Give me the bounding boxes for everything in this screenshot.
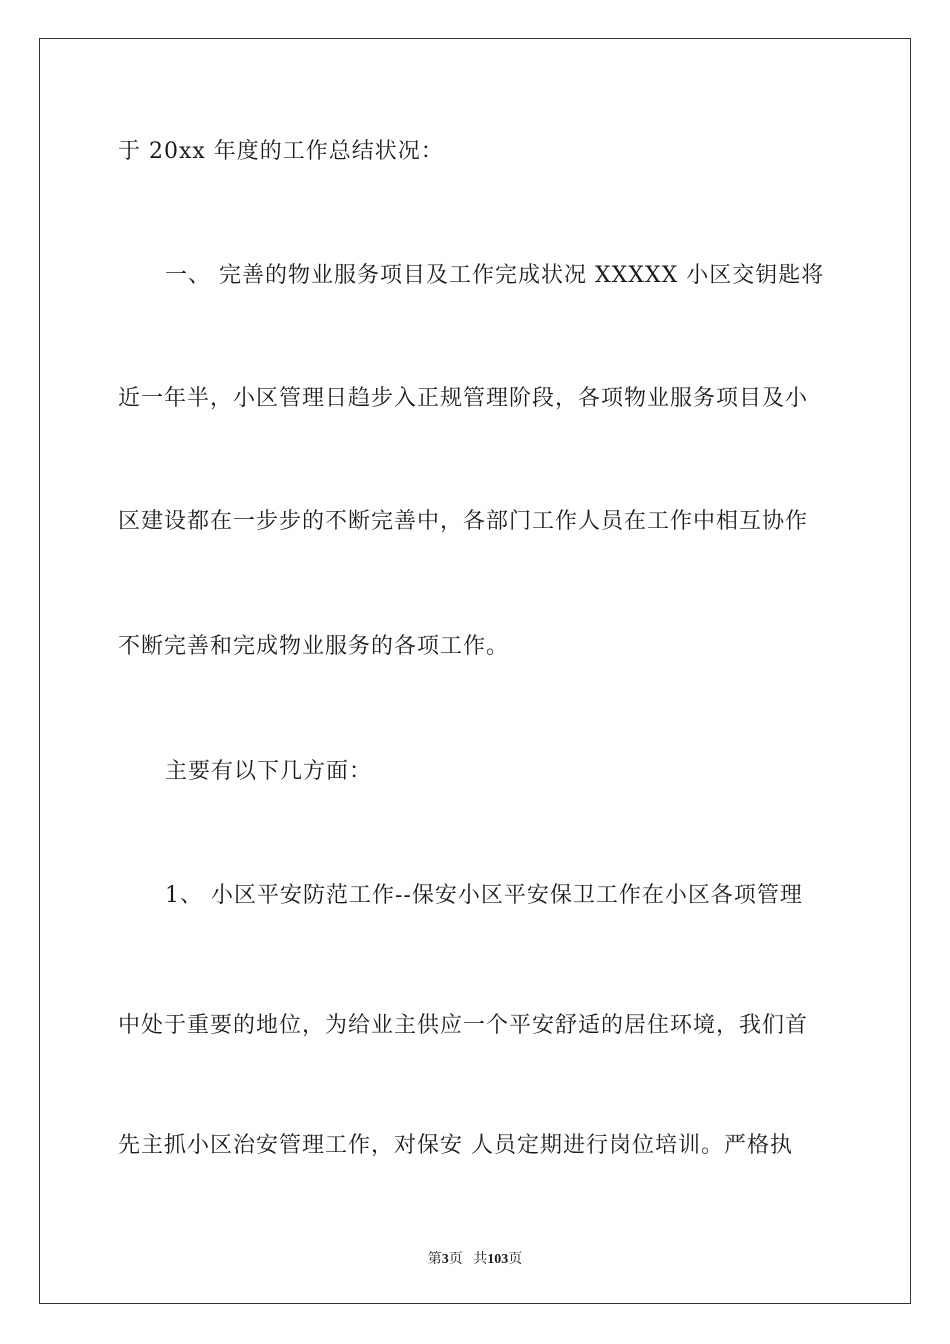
text-line-2: 一、 完善的物业服务项目及工作完成状况 XXXXX 小区交钥匙将 — [165, 263, 825, 288]
text-line-3: 近一年半，小区管理日趋步入正规管理阶段，各项物业服务项目及小 — [118, 386, 809, 411]
text-line-9: 先主抓小区治安管理工作，对保安 人员定期进行岗位培训。严格执 — [118, 1133, 793, 1158]
text-line-1: 于 20xx 年度的工作总结状况： — [118, 139, 444, 164]
footer-total-suffix: 页 — [508, 1252, 523, 1267]
footer-page-number: 3 — [441, 1252, 449, 1267]
text-line-8: 中处于重要的地位，为给业主供应一个平安舒适的居住环境，我们首 — [118, 1013, 809, 1038]
page-footer — [0, 1248, 950, 1268]
text-line-7: 1、 小区平安防范工作--保安小区平安保卫工作在小区各项管理 — [165, 883, 803, 908]
text-line-5: 不断完善和完成物业服务的各项工作。 — [118, 634, 510, 659]
text-line-6: 主要有以下几方面： — [165, 759, 373, 784]
text-line-4: 区建设都在一步步的不断完善中，各部门工作人员在工作中相互协作 — [118, 509, 809, 534]
footer-page-suffix: 页 共 — [448, 1252, 488, 1267]
footer-total-pages: 103 — [487, 1252, 509, 1267]
footer-page-prefix: 第 — [427, 1252, 442, 1267]
page-border — [39, 38, 911, 1304]
